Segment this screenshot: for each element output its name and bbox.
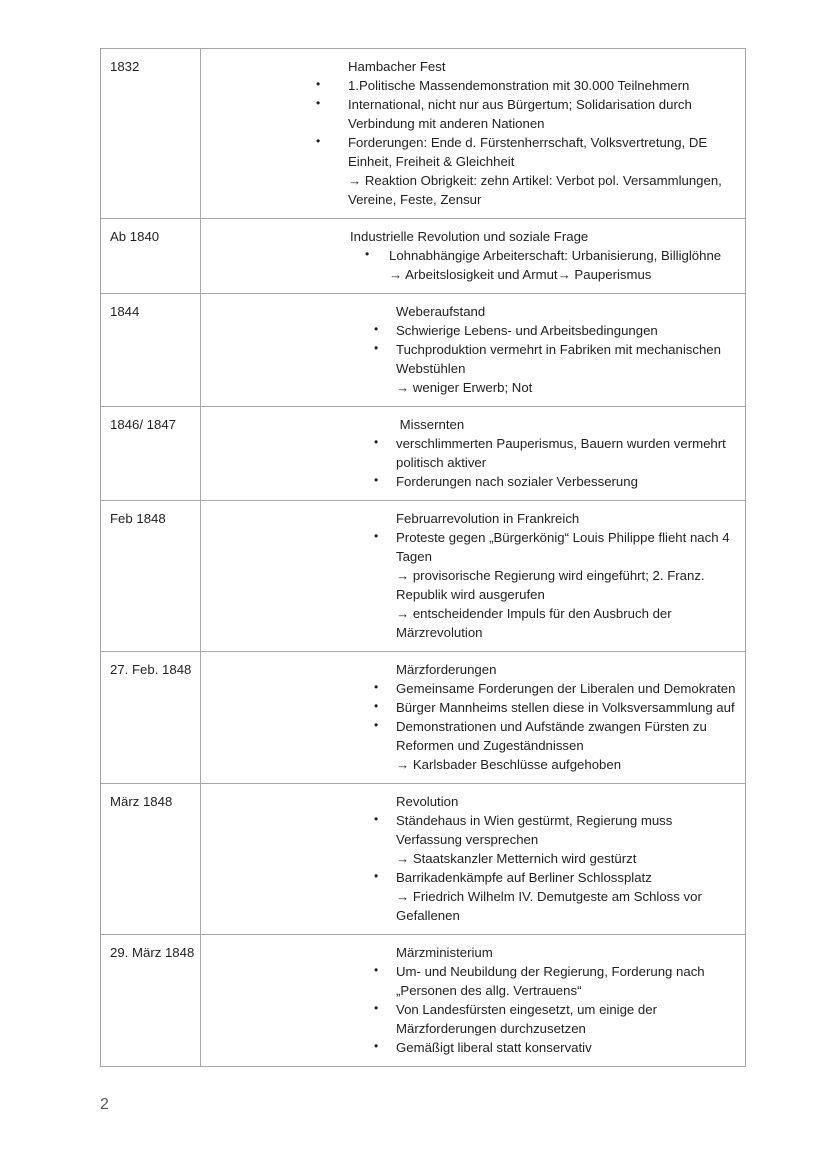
timeline-table-body (101, 49, 746, 1067)
table-row (101, 501, 746, 652)
bullet-icon: • (365, 247, 370, 261)
bullet-icon: • (374, 1001, 379, 1015)
content-line-text: Forderungen nach sozialer Verbesserung (396, 474, 638, 489)
content-line-text: Demonstrationen und Aufstände zwangen Fürsten zu Reformen und Zugeständnissen (396, 719, 707, 753)
bullet-icon: • (374, 680, 379, 694)
table-row (101, 935, 746, 1067)
content-line-bullet (201, 1038, 737, 1057)
content-line-text: → Staatskanzler Metternich wird gestürzt (396, 851, 637, 866)
content-line-plain (201, 792, 737, 811)
row-content-cell (201, 652, 746, 784)
content-line-bullet (201, 434, 737, 472)
content-line-text: Schwierige Lebens- und Arbeitsbedingungen (396, 323, 658, 338)
content-line-text: → entscheidender Impuls für den Ausbruch der Märzrevolution (396, 606, 672, 640)
content-line-text: Tuchproduktion vermehrt in Fabriken mit mechanischen Webstühlen (396, 342, 721, 376)
bullet-icon: • (374, 699, 379, 713)
bullet-icon: • (374, 1039, 379, 1053)
row-date-cell: 27. Feb. 1848 (101, 652, 201, 784)
row-content-cell (201, 407, 746, 501)
content-line-bullet (201, 76, 737, 95)
content-line-bullet (201, 698, 737, 717)
row-date-cell: 1846/ 1847 (101, 407, 201, 501)
bullet-icon: • (316, 77, 321, 91)
bullet-icon: • (374, 529, 379, 543)
content-line-plain (201, 660, 737, 679)
bullet-icon: • (374, 322, 379, 336)
content-line-text: Industrielle Revolution und soziale Frage (350, 229, 589, 244)
content-line-arrow (201, 755, 737, 774)
content-line-text: → provisorische Regierung wird eingeführt; 2. Franz. Republik wird ausgerufen (396, 568, 705, 602)
content-line-arrow (201, 566, 737, 604)
content-line-text: Missernten (396, 417, 465, 432)
content-line-bullet (201, 472, 737, 491)
content-line-text: → Reaktion Obrigkeit: zehn Artikel: Verbot pol. Versammlungen, Vereine, Feste, Zensur (348, 173, 722, 207)
content-line-text: Februarrevolution in Frankreich (396, 511, 580, 526)
content-line-bullet (201, 95, 737, 133)
bullet-icon: • (374, 869, 379, 883)
row-date-cell: März 1848 (101, 784, 201, 935)
row-content-cell (201, 501, 746, 652)
content-line-bullet (201, 1000, 737, 1038)
content-line-arrow (201, 171, 737, 209)
content-line-text: verschlimmerten Pauperismus, Bauern wurden vermehrt politisch aktiver (396, 436, 726, 470)
content-line-plain (201, 943, 737, 962)
content-line-bullet (201, 962, 737, 1000)
content-line-plain (201, 509, 737, 528)
content-line-bullet (201, 321, 737, 340)
table-row (101, 407, 746, 501)
bullet-icon: • (374, 473, 379, 487)
table-row (101, 652, 746, 784)
row-content-cell (201, 49, 746, 219)
content-line-bullet (201, 246, 737, 265)
bullet-icon: • (374, 435, 379, 449)
row-date-cell: Ab 1840 (101, 219, 201, 294)
content-line-text: Märzministerium (396, 945, 493, 960)
bullet-icon: • (374, 718, 379, 732)
content-line-text: Barrikadenkämpfe auf Berliner Schlossplatz (396, 870, 652, 885)
content-line-plain (201, 227, 737, 246)
content-line-text: Proteste gegen „Bürgerkönig“ Louis Philippe flieht nach 4 Tagen (396, 530, 730, 564)
content-line-bullet (201, 528, 737, 566)
bullet-icon: • (316, 134, 321, 148)
row-content-cell (201, 935, 746, 1067)
content-line-text: → Arbeitslosigkeit und Armut→ Pauperismus (389, 267, 652, 282)
content-line-bullet (201, 679, 737, 698)
bullet-icon: • (316, 96, 321, 110)
content-line-text: Um- und Neubildung der Regierung, Forderung nach „Personen des allg. Vertrauens“ (396, 964, 705, 998)
content-line-text: Gemeinsame Forderungen der Liberalen und Demokraten (396, 681, 736, 696)
content-line-text: Revolution (396, 794, 459, 809)
row-date-cell: Feb 1848 (101, 501, 201, 652)
content-line-text: → Karlsbader Beschlüsse aufgehoben (396, 757, 622, 772)
content-line-arrow (201, 849, 737, 868)
content-line-plain (201, 302, 737, 321)
content-line-arrow (201, 265, 737, 284)
bullet-icon: • (374, 341, 379, 355)
table-row (101, 49, 746, 219)
content-line-text: Märzforderungen (396, 662, 497, 677)
bullet-icon: • (374, 963, 379, 977)
row-date-cell: 29. März 1848 (101, 935, 201, 1067)
row-date-cell: 1844 (101, 294, 201, 407)
content-line-bullet (201, 340, 737, 378)
content-line-text: Von Landesfürsten eingesetzt, um einige der Märzforderungen durchzusetzen (396, 1002, 657, 1036)
content-line-text: → weniger Erwerb; Not (396, 380, 533, 395)
content-line-text: Weberaufstand (396, 304, 486, 319)
content-line-text: Bürger Mannheims stellen diese in Volksversammlung auf (396, 700, 735, 715)
content-line-arrow (201, 887, 737, 925)
content-line-arrow (201, 378, 737, 397)
content-line-bullet (201, 868, 737, 887)
content-line-plain (201, 415, 737, 434)
table-row (101, 294, 746, 407)
content-line-text: Forderungen: Ende d. Fürstenherrschaft, Volksvertretung, DE Einheit, Freiheit & Gleichheit (348, 135, 708, 169)
timeline-table (100, 48, 746, 1067)
content-line-text: 1.Politische Massendemonstration mit 30.000 Teilnehmern (348, 78, 690, 93)
row-content-cell (201, 219, 746, 294)
content-line-text: Gemäßigt liberal statt konservativ (396, 1040, 592, 1055)
content-line-text: Hambacher Fest (348, 59, 446, 74)
row-content-cell (201, 784, 746, 935)
content-line-arrow (201, 604, 737, 642)
content-line-plain (201, 57, 737, 76)
content-line-text: International, nicht nur aus Bürgertum; Solidarisation durch Verbindung mit anderen Nationen (348, 97, 692, 131)
content-line-text: Lohnabhängige Arbeiterschaft: Urbanisierung, Billiglöhne (389, 248, 722, 263)
content-line-bullet (201, 811, 737, 849)
row-content-cell (201, 294, 746, 407)
content-line-text: Ständehaus in Wien gestürmt, Regierung muss Verfassung versprechen (396, 813, 673, 847)
row-date-cell: 1832 (101, 49, 201, 219)
content-line-text: → Friedrich Wilhelm IV. Demutgeste am Schloss vor Gefallenen (396, 889, 702, 923)
table-row (101, 219, 746, 294)
bullet-icon: • (374, 812, 379, 826)
content-line-bullet (201, 717, 737, 755)
page-number: 2 (100, 1096, 109, 1113)
table-row (101, 784, 746, 935)
content-line-bullet (201, 133, 737, 171)
